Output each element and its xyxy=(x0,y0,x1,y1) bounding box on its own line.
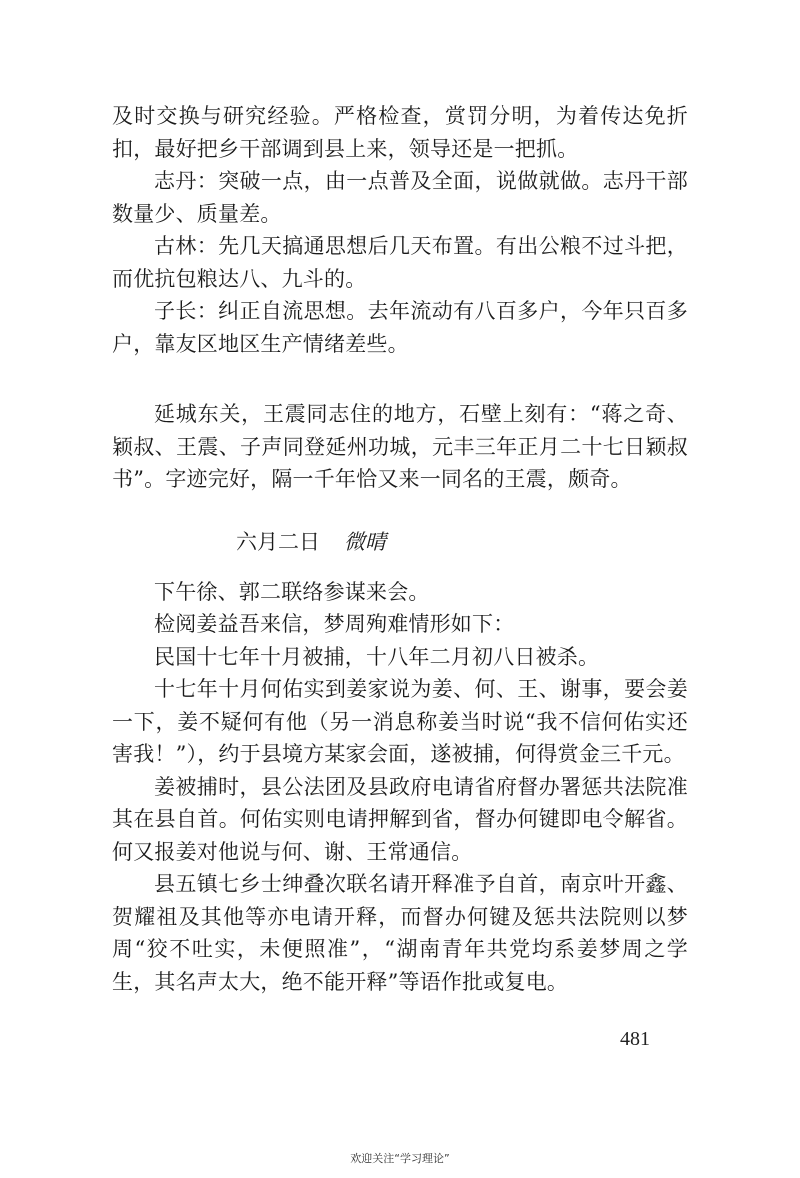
date-heading xyxy=(112,526,688,558)
paragraph-zhidan: 志丹：突破一点，由一点普及全面，说做就做。志丹干部数量少、质量差。 xyxy=(112,169,688,226)
paragraph-zichang: 子长：纠正自流思想。去年流动有八百多户，今年只百多户，靠友区地区生产情绪差些。 xyxy=(112,299,688,356)
paragraph-gulin: 古林：先几天搞通思想后几天布置。有出公粮不过斗把，而优抗包粮达八、九斗的。 xyxy=(112,234,688,291)
paragraph: 下午徐、郭二联络参谋来会。 xyxy=(154,579,430,604)
paragraph-yancheng: 延城东关，王震同志住的地方，石壁上刻有：“蒋之奇、颖叔、王震、子声同登延州功城，元丰三年正月二十七日颖叔书”。字迹完好，隔一千年恰又来一同名的王震，颇奇。 xyxy=(112,402,688,491)
weather-text: 微晴 xyxy=(344,529,386,554)
paragraph: 姜被捕时，县公法团及县政府电请省府督办署惩共法院准其在县自首。何佑实则电请押解到省，督办何键即电令解省。何又报姜对他说与何、谢、王常通信。 xyxy=(112,774,688,864)
page-body xyxy=(112,100,688,998)
paragraph: 十七年十月何佑实到姜家说为姜、何、王、谢事，要会姜一下，姜不疑何有他（另一消息称姜当时说“我不信何佑实还害我！”），约于县境方某家会面，遂被捕，何得赏金三千元。 xyxy=(112,677,688,766)
paragraph: 检阅姜益吾来信，梦周殉难情形如下： xyxy=(154,612,515,636)
paragraph: 及时交换与研究经验。严格检查，赏罚分明，为着传达免折扣，最好把乡干部调到县上来，领导还是一把抓。 xyxy=(112,104,688,161)
paragraph: 民国十七年十月被捕，十八年二月初八日被杀。 xyxy=(154,644,600,669)
page-number: 481 xyxy=(620,1028,650,1050)
paragraph: 县五镇七乡士绅叠次联名请开释准予自首，南京叶开鑫、贺耀祖及其他等亦电请开释，而督办何键及惩共法院则以梦周“狡不吐实，未便照准”，“湖南青年共党均系姜梦周之学生，其名声太大，绝不能开释”等语作批或复电。 xyxy=(112,872,688,994)
footer-note: 欢迎关注“学习理论” xyxy=(350,1152,450,1165)
date-text: 六月二日 xyxy=(236,529,320,554)
